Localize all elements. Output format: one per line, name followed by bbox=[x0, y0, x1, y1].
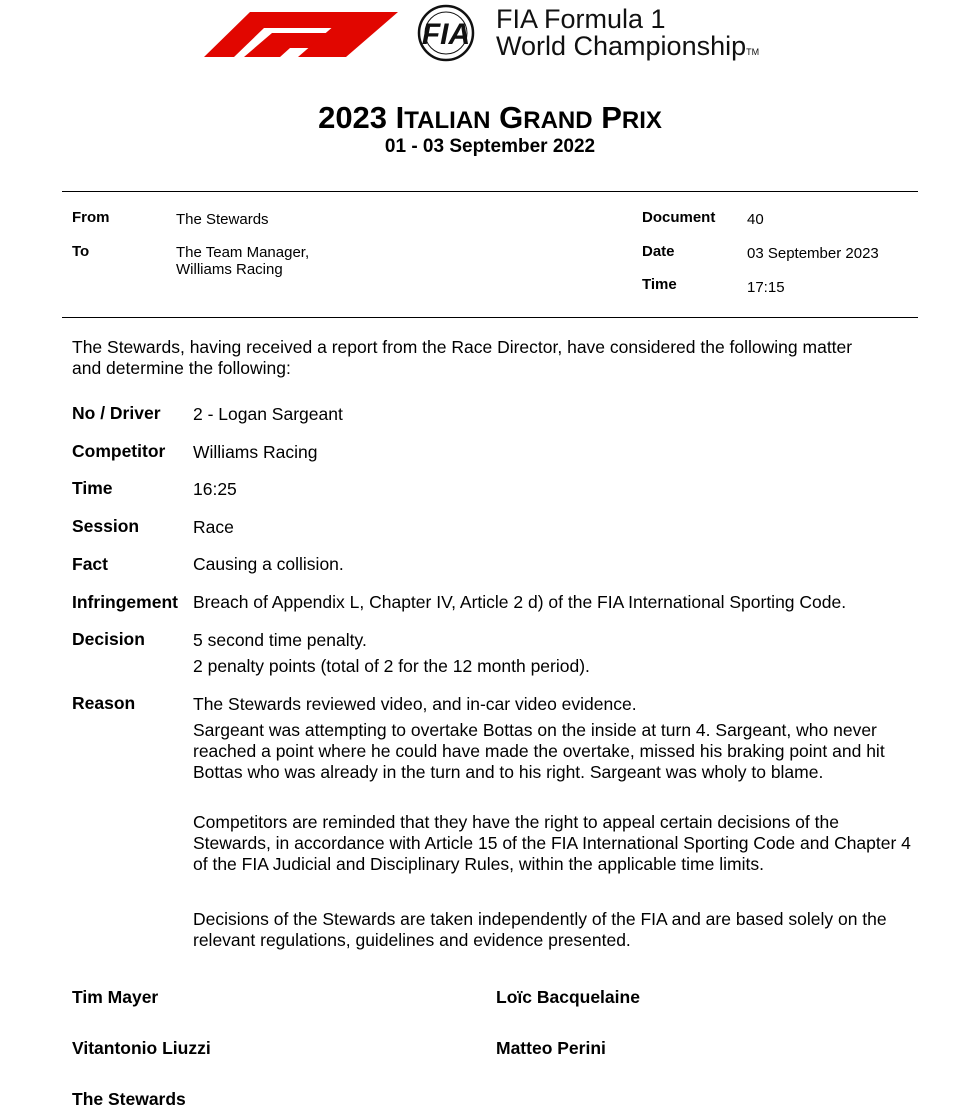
incident-time-value: 16:25 bbox=[193, 479, 237, 499]
f1-logo bbox=[200, 6, 400, 58]
competitor-value: Williams Racing bbox=[193, 442, 318, 462]
brand-line-2: World ChampionshipTM bbox=[496, 31, 760, 61]
competitor-label: Competitor bbox=[72, 441, 166, 461]
steward-loic-bacquelaine: Loïc Bacquelaine bbox=[496, 987, 640, 1007]
brand-name bbox=[496, 6, 759, 66]
event-dates: 01 - 03 September 2022 bbox=[384, 136, 596, 157]
decision-line-1: 5 second time penalty. bbox=[193, 630, 367, 650]
page-title: 2023 ITALIAN GRAND PRIX bbox=[318, 100, 662, 135]
session-label: Session bbox=[72, 516, 140, 536]
time-value: 17:15 bbox=[747, 279, 785, 296]
date-label: Date bbox=[642, 243, 675, 260]
intro-text: The Stewards, having received a report from the Race Director, have considered the following matter and determine the following: bbox=[72, 337, 853, 378]
fia-logo bbox=[403, 3, 489, 63]
document-value: 40 bbox=[747, 211, 764, 228]
infringement-label: Infringement bbox=[72, 592, 178, 612]
steward-tim-mayer: Tim Mayer bbox=[72, 987, 159, 1007]
driver-label: No / Driver bbox=[72, 403, 161, 423]
reason-paragraph-4: Decisions of the Stewards are taken independently of the FIA and are based solely on the relevant regulations, guidelines and evidence presented. bbox=[193, 909, 887, 950]
reason-label: Reason bbox=[72, 693, 136, 713]
driver-value: 2 - Logan Sargeant bbox=[193, 404, 343, 424]
decision-label: Decision bbox=[72, 629, 145, 649]
infringement-value: Breach of Appendix L, Chapter IV, Article 2 d) of the FIA International Sporting Code. bbox=[193, 592, 847, 612]
header-divider-bottom bbox=[62, 317, 918, 318]
fia-logo-text: FIA bbox=[421, 18, 471, 51]
steward-vitantonio-liuzzi: Vitantonio Liuzzi bbox=[72, 1038, 211, 1058]
trademark: TM bbox=[746, 47, 760, 57]
reason-paragraph-1: The Stewards reviewed video, and in-car video evidence. bbox=[193, 694, 637, 714]
incident-time-label: Time bbox=[72, 478, 113, 498]
date-value: 03 September 2023 bbox=[747, 245, 879, 262]
reason-paragraph-3: Competitors are reminded that they have the right to appeal certain decisions of the Stewards, in accordance with Article 15 of the FIA International Sporting Code and Chapter 4 of the FIA Judicial and Disciplinary Rules, within the applicable time limits. bbox=[193, 812, 911, 874]
to-value: The Team Manager, Williams Racing bbox=[176, 244, 310, 278]
document-label: Document bbox=[642, 209, 716, 226]
to-label: To bbox=[72, 243, 90, 260]
stewards-footer: The Stewards bbox=[72, 1089, 186, 1109]
time-label: Time bbox=[642, 276, 677, 293]
brand-line-1: FIA Formula 1 bbox=[496, 4, 666, 34]
from-value: The Stewards bbox=[176, 211, 269, 228]
session-value: Race bbox=[193, 517, 234, 537]
fact-value: Causing a collision. bbox=[193, 554, 344, 574]
reason-paragraph-2: Sargeant was attempting to overtake Bottas on the inside at turn 4. Sargeant, who never reached a point where he could have made the overtake, missed his braking point and hit Bottas who was already in the turn and to his right. Sargeant was wholy to blame. bbox=[193, 720, 885, 782]
fact-label: Fact bbox=[72, 554, 108, 574]
from-label: From bbox=[72, 209, 110, 226]
header-divider-top bbox=[62, 191, 918, 192]
steward-matteo-perini: Matteo Perini bbox=[496, 1038, 606, 1058]
decision-line-2: 2 penalty points (total of 2 for the 12 month period). bbox=[193, 656, 590, 676]
